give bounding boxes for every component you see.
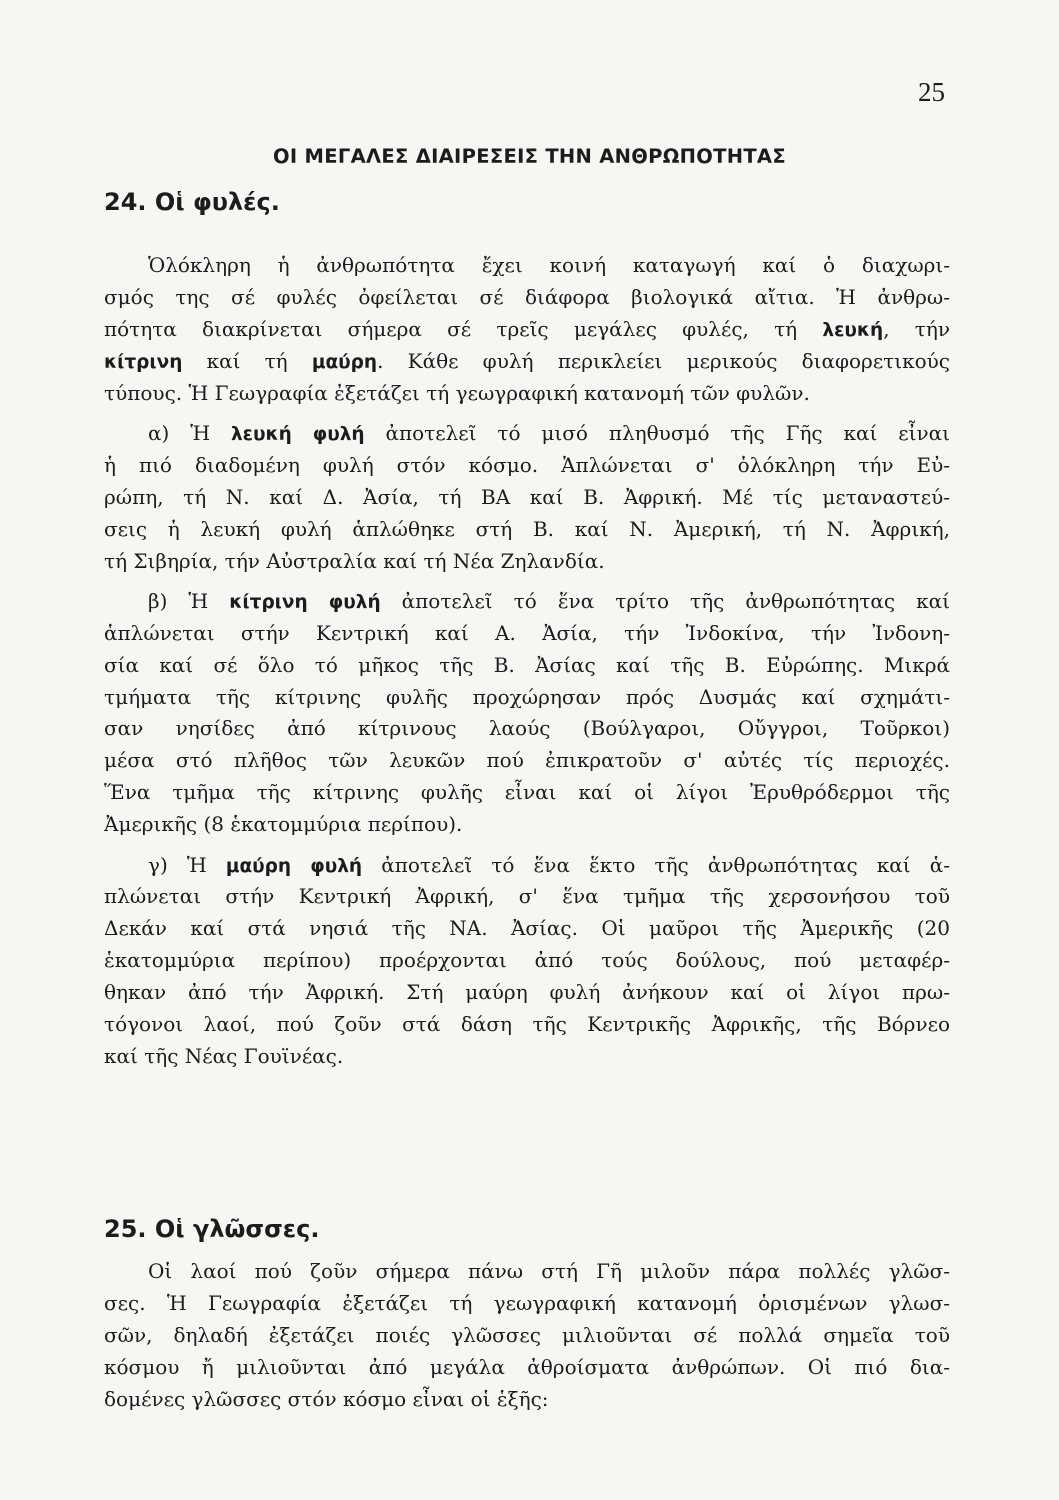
paragraph-line: [104, 418, 950, 450]
paragraph-line: σῶν, δηλαδή ἐξετάζει ποιές γλῶσσες μιλιοῦνται σέ πολλά σημεῖα τοῦ: [104, 1322, 950, 1347]
paragraph-line: τμήματα τῆς κίτρινης φυλῆς προχώρησαν πρός Δυσμάς καί σχημάτι-: [104, 684, 950, 709]
section-body-languages: [104, 1256, 950, 1415]
term-black-race: μαύρη φυλή: [225, 855, 363, 877]
paragraph-line: σεις ἡ λευκή φυλή ἁπλώθηκε στή Β. καί Ν. Ἀμερική, τή Ν. Ἀφρική,: [104, 516, 950, 541]
paragraph-line: πλώνεται στήν Κεντρική Ἀφρική, σ' ἕνα τμῆμα τῆς χερσονήσου τοῦ: [104, 884, 950, 909]
paragraph-line: τύπους. Ἡ Γεωγραφία ἐξετάζει τή γεωγραφική κατανομή τῶν φυλῶν.: [104, 380, 810, 405]
paragraph-line: θηκαν ἀπό τήν Ἀφρική. Στή μαύρη φυλή ἀνήκουν καί οἱ λίγοι πρω-: [104, 980, 950, 1005]
paragraph-line: μέσα στό πλῆθος τῶν λευκῶν πού ἐπικρατοῦν σ' αὐτές τίς περιοχές.: [104, 748, 950, 773]
paragraph-line: ἡ πιό διαδομένη φυλή στόν κόσμο. Ἁπλώνεται σ' ὁλόκληρη τήν Εὐ-: [104, 452, 950, 477]
text-run: ἀποτελεῖ τό ἕνα ἕκτο τῆς ἀνθρωπότητας καί ἁ-: [362, 852, 950, 877]
chapter-title: ΟΙ ΜΕΓΑΛΕΣ ΔΙΑΙΡΕΣΕΙΣ ΤΗΝ ΑΝΘΡΩΠΟΤΗΤΑΣ: [273, 145, 786, 168]
paragraph-line: ρώπη, τή Ν. καί Δ. Ἀσία, τή ΒΑ καί Β. Ἀφρική. Μέ τίς μεταναστεύ-: [104, 484, 950, 509]
paragraph-line: σμός της σέ φυλές ὀφείλεται σέ διάφορα βιολογικά αἴτια. Ἡ ἀνθρω-: [104, 284, 950, 309]
paragraph-line: [104, 586, 950, 618]
section-heading-languages: 25. Οἱ γλῶσσες.: [104, 1215, 320, 1243]
term-yellow-race: κίτρινη φυλή: [229, 591, 381, 613]
paragraph-line: σαν νησίδες ἀπό κίτρινους λαούς (Βούλγαροι, Οὔγγροι, Τοῦρκοι): [104, 716, 950, 741]
paragraph-line: [104, 850, 950, 882]
paragraph-line: Ἕνα τμῆμα τῆς κίτρινης φυλῆς εἶναι καί οἱ λίγοι Ἐρυθρόδερμοι τῆς: [104, 780, 950, 805]
paragraph-line: σία καί σέ ὅλο τό μῆκος τῆς Β. Ἀσίας καί τῆς Β. Εὐρώπης. Μικρά: [104, 652, 950, 677]
list-label: γ) Ἡ: [148, 852, 226, 877]
text-run: καί τή: [182, 348, 312, 373]
section-heading-races: 24. Οἱ φυλές.: [104, 188, 280, 216]
term-white-race: λευκή φυλή: [230, 423, 365, 445]
paragraph-line: καί τῆς Νέας Γουϊνέας.: [104, 1043, 344, 1068]
text-run: , τήν: [883, 316, 950, 341]
term-black: μαύρη: [311, 351, 378, 373]
text-run: . Κάθε φυλή περικλείει μερικούς διαφορετικούς: [377, 348, 950, 373]
list-label: β) Ἡ: [148, 588, 230, 613]
text-run: ἀποτελεῖ τό μισό πληθυσμό τῆς Γῆς καί εἶναι: [364, 420, 950, 445]
paragraph-line: ἑκατομμύρια περίπου) προέρχονται ἀπό τούς δούλους, πού μεταφέρ-: [104, 948, 950, 973]
term-yellow: κίτρινη: [104, 351, 183, 373]
paragraph-line: Δεκάν καί στά νησιά τῆς ΝΑ. Ἀσίας. Οἱ μαῦροι τῆς Ἀμερικῆς (20: [104, 916, 950, 941]
paragraph-line: Ἀμερικῆς (8 ἑκατομμύρια περίπου).: [104, 812, 463, 837]
paragraph-line: δομένες γλῶσσες στόν κόσμο εἶναι οἱ ἑξῆς:: [104, 1386, 549, 1411]
paragraph-line: Οἱ λαοί πού ζοῦν σήμερα πάνω στή Γῆ μιλοῦν πάρα πολλές γλῶσ-: [148, 1259, 950, 1283]
paragraph-line: [104, 346, 950, 378]
paragraph-line: τόγονοι λαοί, πού ζοῦν στά δάση τῆς Κεντρικῆς Ἀφρικῆς, τῆς Βόρνεο: [104, 1011, 950, 1036]
term-white: λευκή: [822, 319, 884, 341]
paragraph-line: κόσμου ἤ μιλιοῦνται ἀπό μεγάλα ἀθροίσματα ἀνθρώπων. Οἱ πιό δια-: [104, 1354, 950, 1379]
section-body-races: [104, 250, 950, 1073]
paragraph-line: σες. Ἡ Γεωγραφία ἐξετάζει τή γεωγραφική κατανομή ὁρισμένων γλωσ-: [104, 1290, 950, 1315]
paragraph-line: [104, 314, 950, 346]
paragraph-line: τή Σιβηρία, τήν Αὐστραλία καί τή Νέα Ζηλανδία.: [104, 548, 605, 573]
text-run: πότητα διακρίνεται σήμερα σέ τρεῖς μεγάλες φυλές, τή: [104, 316, 823, 341]
page-number: 25: [918, 77, 945, 107]
paragraph-line: ἁπλώνεται στήν Κεντρική καί Α. Ἀσία, τήν Ἰνδοκίνα, τήν Ἰνδονη-: [104, 620, 950, 645]
list-label: α) Ἡ: [148, 420, 231, 445]
text-run: ἀποτελεῖ τό ἕνα τρίτο τῆς ἀνθρωπότητας καί: [380, 588, 950, 613]
paragraph-line: Ὁλόκληρη ἡ ἀνθρωπότητα ἔχει κοινή καταγωγή καί ὁ διαχωρι-: [148, 253, 950, 277]
